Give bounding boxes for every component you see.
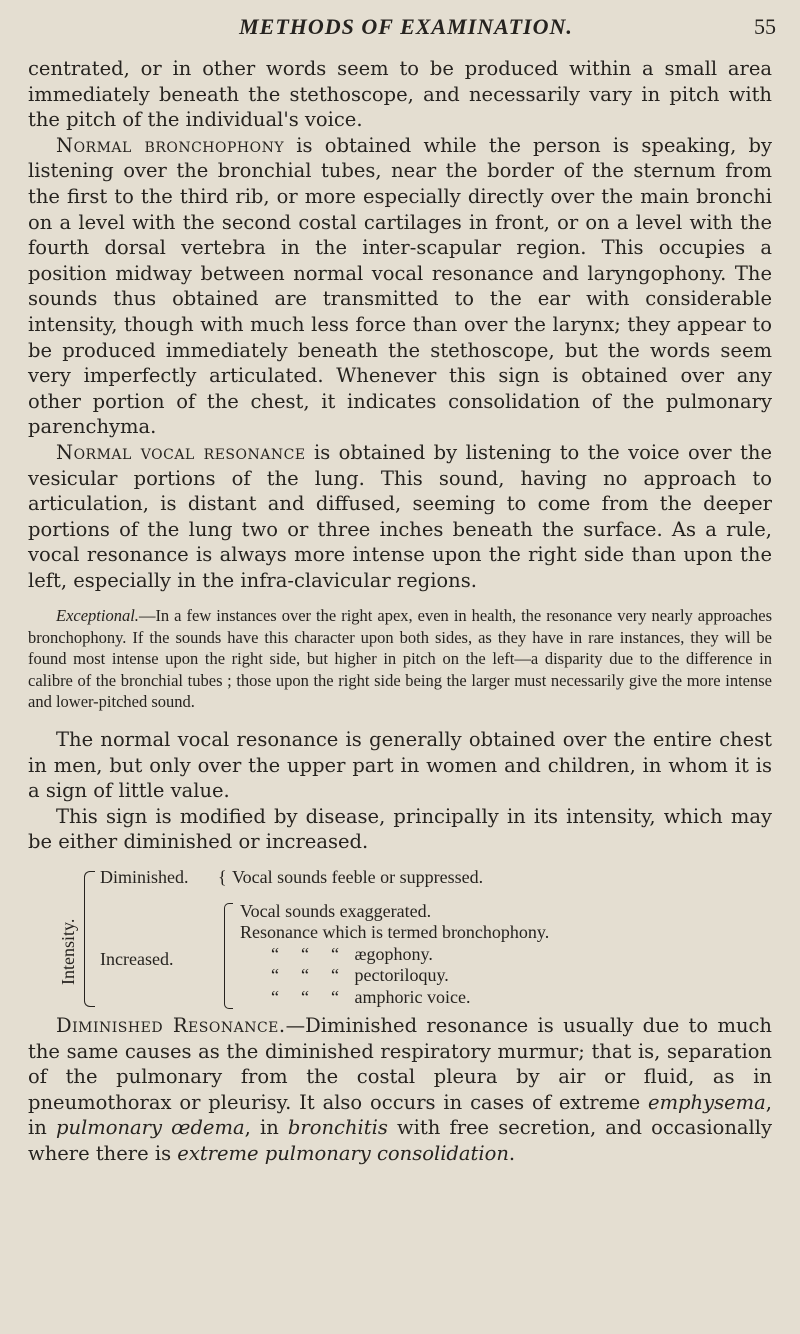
paragraph-text: , in: [28, 1090, 772, 1140]
paragraph-text: is obtained while the person is speaking, by listening over the bronchial tubes, near the border of the sternum from the first to the third rib, or more especially directly over the main bronchi on a level with the second costal cartilages in front, or on a level with the fourth dorsal vertebra in the inter-scapular region. This occupies a position midway between normal vocal resonance and laryngophony. The sounds thus obtained are transmitted to the ear with considerable intensity, though with much less force than over the larynx; they appear to be produced immediately beneath the stethoscope, but the words seem very imperfectly articulated. Whenever this sign is obtained over any other portion of the chest, it indicates consolidation of the pulmonary parenchyma.: [28, 133, 773, 439]
list-item: Resonance which is termed bronchophony.: [240, 922, 550, 943]
increased-list: [240, 901, 549, 1008]
term-normal-bronchophony: Normal bronchophony: [56, 133, 285, 157]
list-item-text: amphoric voice.: [354, 986, 471, 1007]
paragraph-text: is obtained by listening to the voice over the vesicular portions of the lung. This sound, having no approach to articulation, is distant and diffused, seeming to come from the deeper portions of the lung two or three inches beneath the surface. As a rule, vocal resonance is always more intense upon the right side than upon the left, especially in the infra-clavicular regions.: [28, 440, 772, 592]
increased-brace: [224, 903, 233, 1009]
note-label: Exceptional.: [56, 606, 139, 626]
term-diminished-resonance: Diminished Resonance.: [56, 1013, 286, 1037]
paragraph-text: —Diminished resonance is usually due to much the same causes as the diminished respiratory murmur; that is, separation of the pulmonary from the costal pleura by air or fluid, as in pneumothorax or pleurisy. It also occurs in cases of extreme: [28, 1013, 772, 1114]
ditto-mark: “: [271, 965, 279, 986]
diminished-label: Diminished.: [100, 866, 189, 887]
paragraph-text: , in: [244, 1116, 288, 1140]
paragraph-normal-vocal-resonance: [28, 440, 772, 594]
ditto-mark: “: [331, 965, 339, 986]
list-item: [240, 987, 549, 1008]
list-item: Vocal sounds exaggerated.: [240, 900, 432, 921]
term-normal-vocal-resonance: Normal vocal resonance: [56, 440, 306, 464]
paragraph-diminished-resonance: [28, 1013, 772, 1167]
ditto-mark: “: [331, 986, 339, 1007]
emphasis: extreme pulmonary consolidation: [177, 1141, 509, 1165]
emphasis: emphysema: [648, 1090, 766, 1114]
list-item-text: ægophony.: [354, 943, 433, 964]
list-item: [240, 944, 549, 965]
paragraph-modified-by-disease: This sign is modified by disease, principally in its intensity, which may be either diminished or increased.: [28, 804, 772, 854]
note-exceptional: [28, 605, 772, 713]
intensity-table: [28, 865, 772, 1013]
ditto-mark: “: [271, 943, 279, 964]
page-number: 55: [754, 14, 776, 39]
ditto-mark: “: [331, 943, 339, 964]
intensity-axis-label: Intensity.: [58, 918, 78, 985]
page-header: [36, 14, 776, 44]
ditto-mark: “: [301, 943, 309, 964]
diminished-value: Vocal sounds feeble or suppressed.: [232, 866, 484, 887]
list-item-text: pectoriloquy.: [354, 965, 449, 986]
note-text: —In a few instances over the right apex, even in health, the resonance very nearly approaches bronchophony. If the sounds have this character upon both sides, as they have in rare instances, they will be found most intense upon the right side, but higher in pitch on the left—a disparity due to the difference in calibre of the bronchial tubes ; those upon the right side being the larger must necessarily give the more intense and lower-pitched sound.: [28, 606, 772, 712]
ditto-mark: “: [301, 965, 309, 986]
ditto-mark: “: [271, 986, 279, 1007]
emphasis: bronchitis: [287, 1116, 388, 1140]
list-item: [240, 965, 549, 986]
intensity-brace: [84, 871, 95, 1007]
running-head: METHODS OF EXAMINATION.: [239, 14, 573, 39]
ditto-mark: “: [301, 986, 309, 1007]
emphasis: pulmonary œdema: [55, 1116, 245, 1140]
paragraph-continuation: centrated, or in other words seem to be produced within a small area immediately beneath the stethoscope, and necessarily vary in pitch with the pitch of the individual's voice.: [28, 57, 772, 132]
paragraph-text: with free secretion, and occasionally where there is: [28, 1116, 773, 1165]
paragraph-normal-resonance-extent: The normal vocal resonance is generally obtained over the entire chest in men, but only over the upper part in women and children, in whom it is a sign of little value.: [28, 727, 772, 803]
increased-label: Increased.: [100, 948, 174, 969]
diminished-brace: {: [218, 866, 227, 887]
page-body: [28, 56, 772, 1167]
paragraph-text: .: [508, 1141, 516, 1165]
paragraph-normal-bronchophony: [28, 133, 772, 440]
